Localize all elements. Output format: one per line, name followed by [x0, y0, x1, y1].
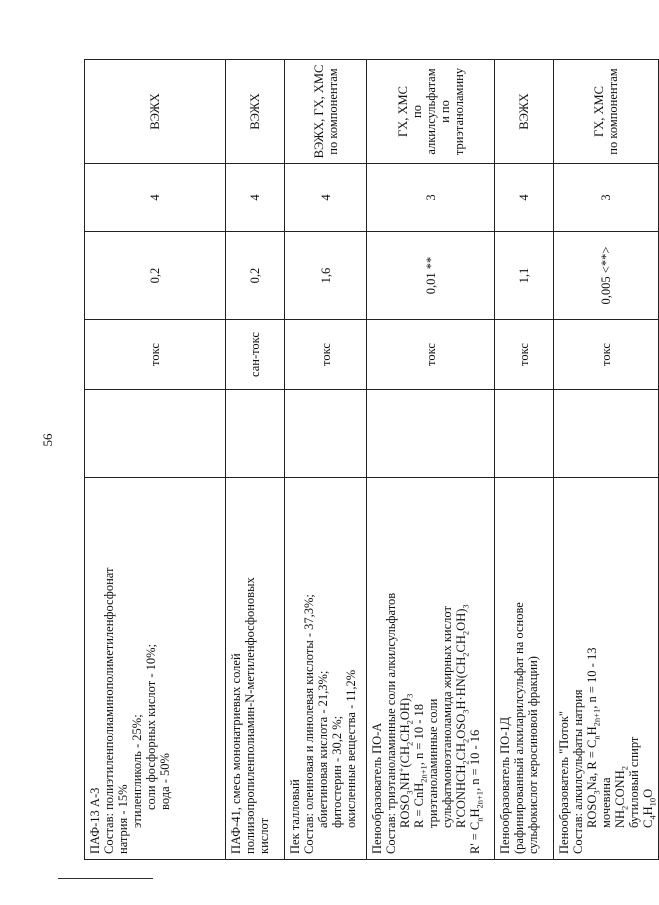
- description-line: кислот: [257, 817, 271, 854]
- concentration-value-cell: 0,2: [226, 232, 285, 320]
- rotated-table-wrapper: [84, 60, 658, 860]
- method-line: ВЭЖХ: [148, 93, 162, 130]
- analysis-method-cell: [495, 60, 554, 164]
- concentration-value-cell: 1,1: [495, 232, 554, 320]
- empty-cell: [554, 390, 659, 478]
- description-line: Состав: олеиновая и линолевая кислоты - 37,3%;: [302, 594, 316, 854]
- method-line: ГХ, ХМС: [395, 86, 410, 137]
- description-line: Пенообразователь ПО-1Д: [498, 716, 512, 854]
- description-line: $R'CONHCH_2CH_2OSO_3H\cdot HN(CH_2CH_2OH)_3$: [454, 604, 471, 828]
- description-line: бутиловый спирт: [627, 736, 641, 828]
- method-line: ВЭЖХ, ГХ, ХМС: [311, 64, 326, 159]
- concentration-value-cell: 0,01 **: [367, 232, 495, 320]
- description-line: $C_4H_{10}O$: [641, 788, 658, 828]
- description-line: Состав: полиэтиленполиаминополиметиленфосфонат: [102, 567, 116, 854]
- description-line: ПАФ-13 А-3: [88, 787, 102, 854]
- analysis-method-cell: [367, 60, 495, 164]
- description-line: $R' = C_nH_{2n+1}$, n = 10 - 16: [468, 729, 485, 854]
- toxicity-indicator-cell: токс: [285, 320, 367, 390]
- description-line: Пенообразователь "Поток": [557, 710, 571, 854]
- description-line: триэтаноламинные соли: [426, 698, 440, 828]
- description-line: абиетиновая кислота - 21,3%;: [316, 670, 330, 828]
- table-body: [85, 60, 659, 860]
- toxicity-indicator-cell: токс: [495, 320, 554, 390]
- method-line: ВЭЖХ: [517, 93, 531, 130]
- hazard-class-cell: 3: [367, 164, 495, 232]
- description-line: ПАФ-41, смесь мононатриевых солей: [229, 653, 243, 854]
- method-line: ВЭЖХ: [248, 93, 262, 130]
- toxicity-indicator-cell: сан-токс: [226, 320, 285, 390]
- method-line: по алкилсульфатам: [409, 68, 438, 155]
- substance-description-cell: [495, 478, 554, 860]
- table-row: [226, 60, 285, 860]
- hazard-class-cell: 4: [285, 164, 367, 232]
- page-number: 56: [40, 433, 55, 447]
- description-line: вода - 50%: [158, 753, 172, 810]
- description-line: фитостерин - 30,2 %;: [330, 715, 344, 828]
- footnote-rule: [58, 878, 153, 879]
- analysis-method-cell: [85, 60, 226, 164]
- description-line: сульфокислот керосиновой фракции): [526, 656, 540, 854]
- substance-description-cell: [367, 478, 495, 860]
- toxicity-indicator-cell: токс: [85, 320, 226, 390]
- hazard-class-cell: 4: [226, 164, 285, 232]
- hazard-class-cell: 3: [554, 164, 659, 232]
- hazard-class-cell: 4: [85, 164, 226, 232]
- description-line: Пек талловый: [288, 779, 302, 854]
- empty-cell: [285, 390, 367, 478]
- concentration-value-cell: 0,2: [85, 232, 226, 320]
- description-line: натрия - 15%: [116, 784, 130, 854]
- description-line: окисленные вещества - 11,2%: [344, 669, 358, 828]
- substance-description-cell: [85, 478, 226, 860]
- analysis-method-cell: [554, 60, 659, 164]
- description-line: соли фосфорных кислот - 10%;: [144, 643, 158, 810]
- description-line: сульфатмоноэтаноламида жирных кислот: [440, 606, 454, 828]
- table-row: [495, 60, 554, 860]
- description-line: этиленгликоль - 25%;: [130, 714, 144, 828]
- description-line: (рафинированный алкиларилсульфат на основе: [512, 602, 526, 854]
- description-line: мочевина: [599, 777, 613, 828]
- analysis-method-cell: [226, 60, 285, 164]
- table-row: [85, 60, 226, 860]
- method-line: ГХ, ХМС: [592, 86, 606, 137]
- concentration-value-cell: 0,005 <**>: [554, 232, 659, 320]
- toxicity-indicator-cell: токс: [367, 320, 495, 390]
- method-line: по компонентам: [606, 68, 620, 155]
- description-line: полиизопропиленполиамин-N-метиленфосфоновых: [243, 577, 257, 854]
- method-line: по компонентам: [325, 68, 340, 155]
- substance-description-cell: [554, 478, 659, 860]
- empty-cell: [367, 390, 495, 478]
- table-row: [554, 60, 659, 860]
- description-line: Состав: алкилсульфаты натрия: [571, 689, 585, 854]
- description-line: Пенообразователь ПО-А: [370, 722, 384, 854]
- analysis-method-cell: [285, 60, 367, 164]
- substance-description-cell: [285, 478, 367, 860]
- empty-cell: [85, 390, 226, 478]
- hazard-class-cell: 4: [495, 164, 554, 232]
- description-line: Состав: триэтаноламинные соли алкилсульфатов: [384, 592, 398, 854]
- empty-cell: [495, 390, 554, 478]
- toxicity-indicator-cell: токс: [554, 320, 659, 390]
- description-line: $ROSO_3Na$, $R = C_nH_{2n+1}$, n = 10 - 13: [585, 647, 602, 828]
- description-line: R = CnH$_{2n+1}$, n = 10 - 18: [412, 703, 429, 828]
- concentration-value-cell: 1,6: [285, 232, 367, 320]
- table-row: [285, 60, 367, 860]
- description-line: $NH_2CONH_2$: [613, 766, 630, 828]
- description-line: $ROSO_3NH^+(CH_2CH_2OH)_3$: [395, 693, 415, 828]
- substances-table: [84, 59, 659, 860]
- empty-cell: [226, 390, 285, 478]
- method-line: и по триэтаноламину: [437, 67, 466, 156]
- substance-description-cell: [226, 478, 285, 860]
- table-row: [367, 60, 495, 860]
